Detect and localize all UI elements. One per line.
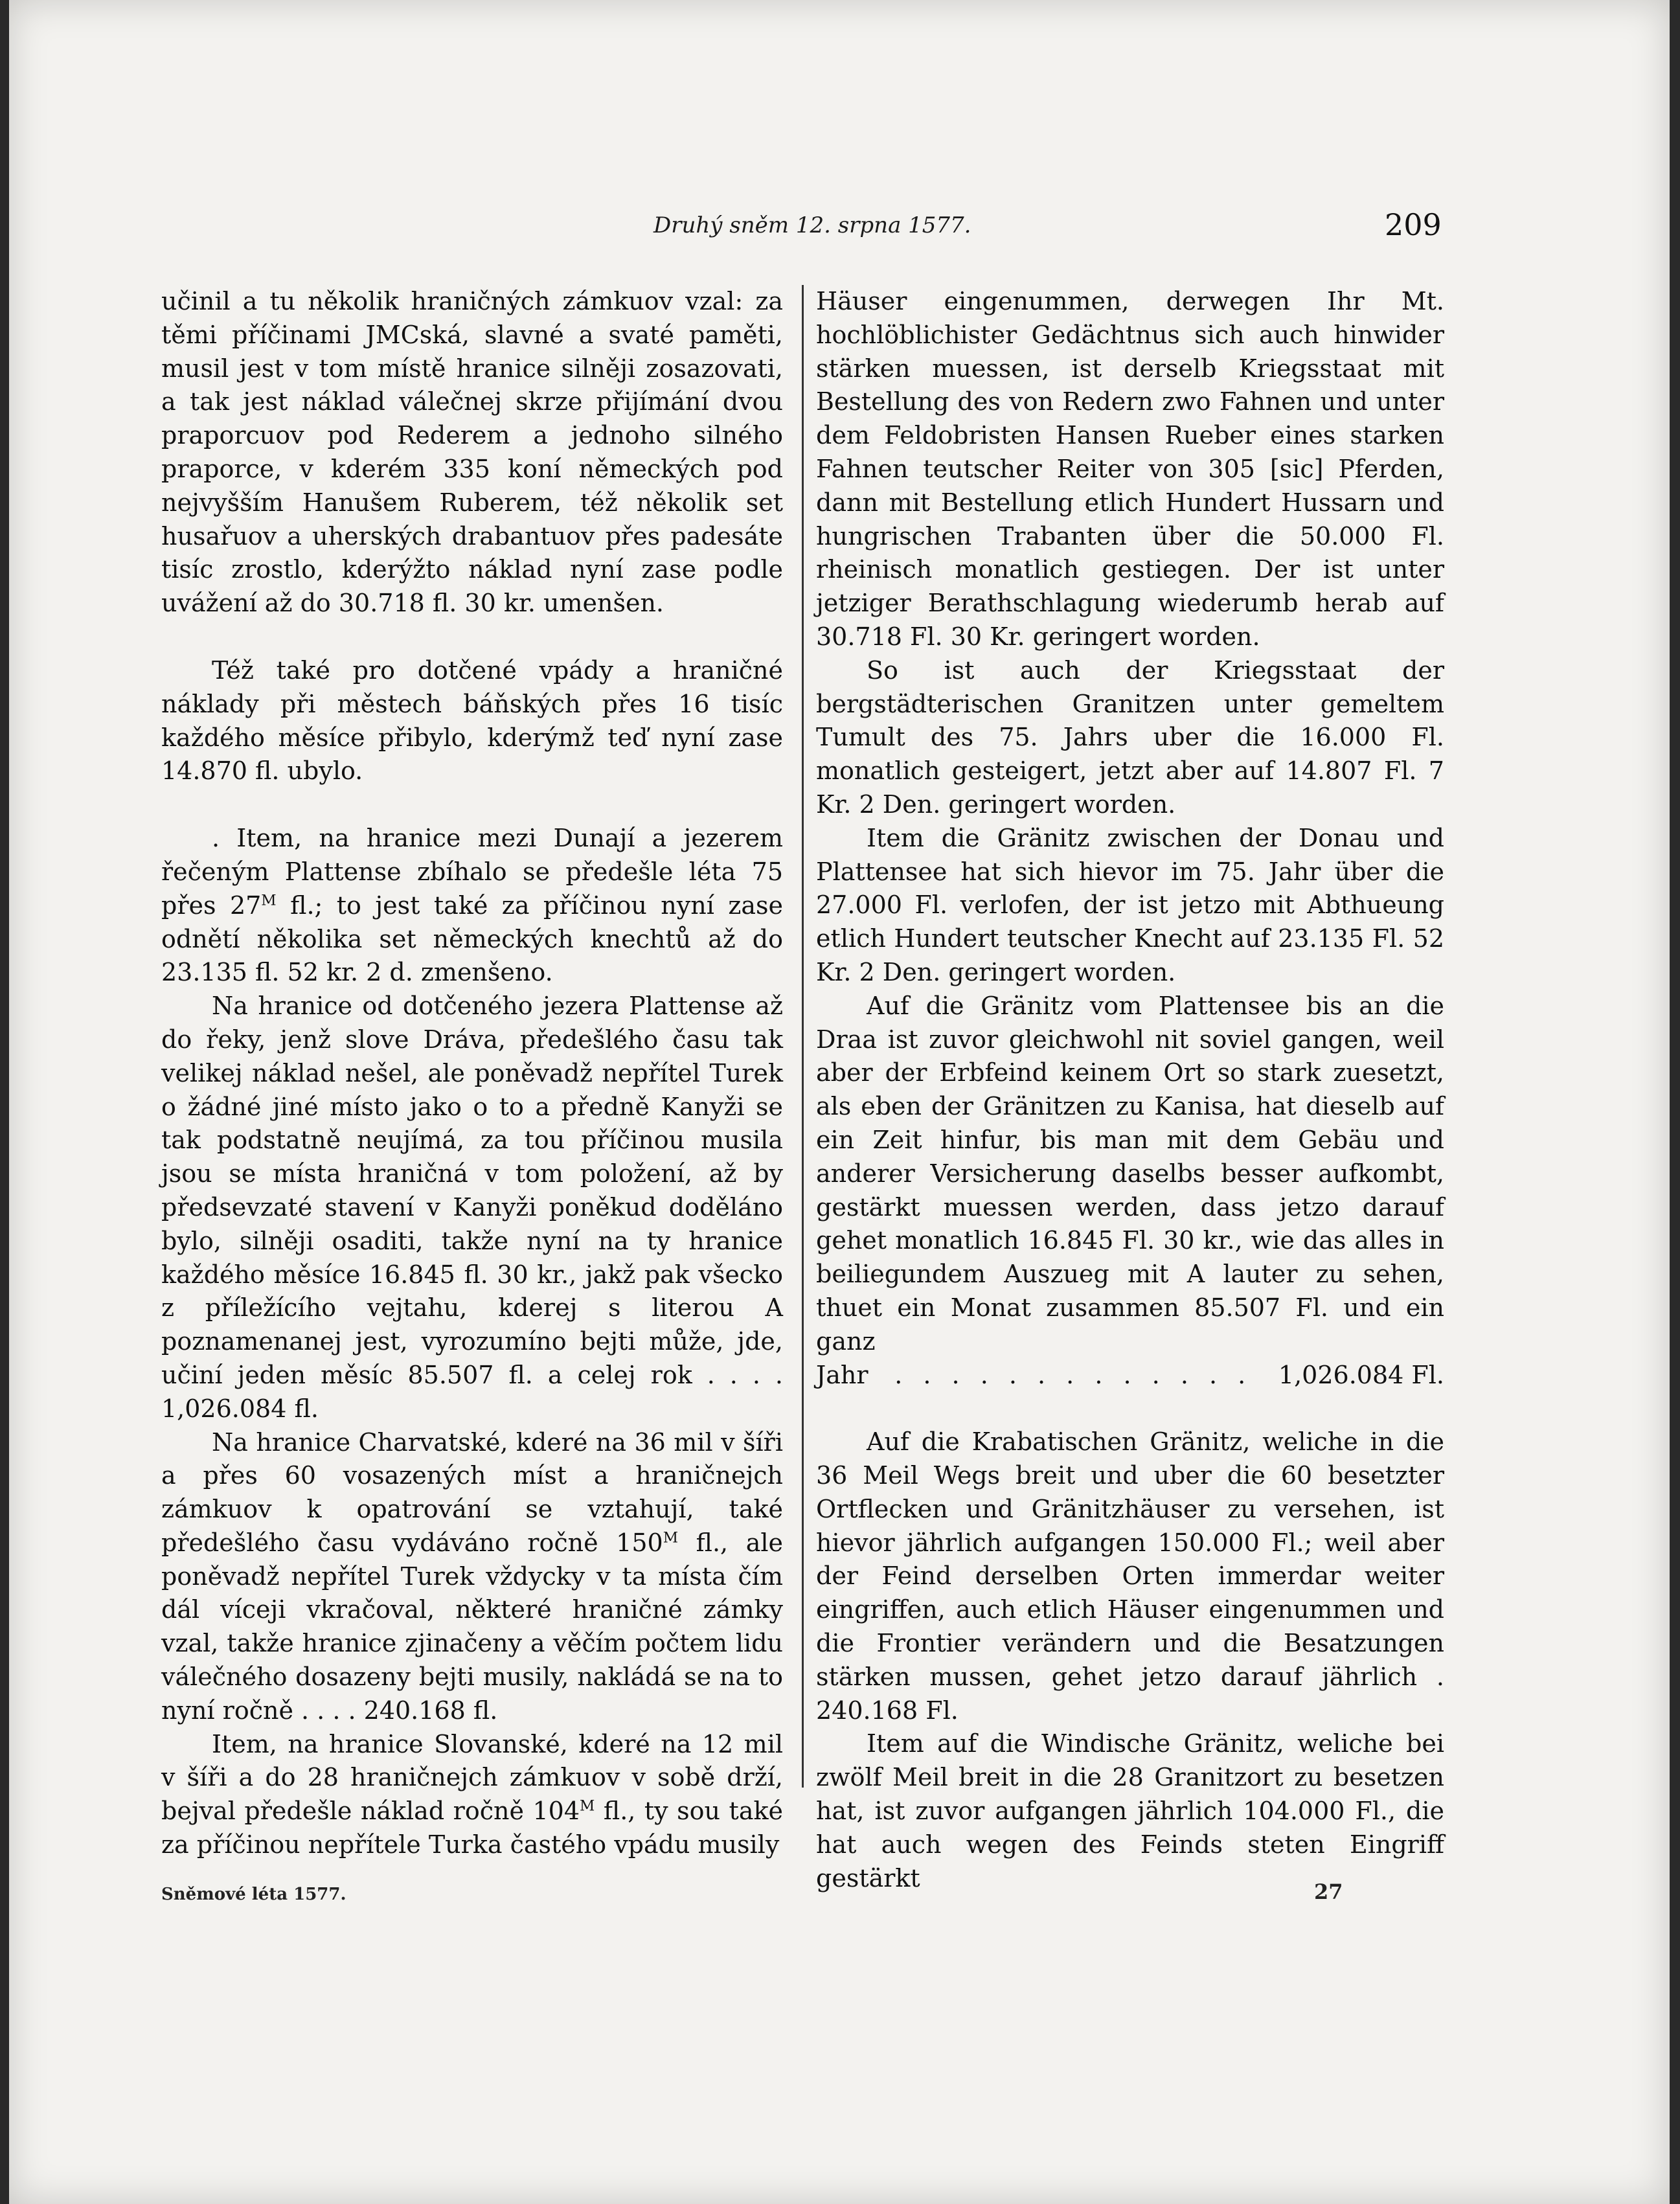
page-footer (9, 1880, 1670, 1918)
paragraph-text: fl.; to jest také za příčinou nyní zase odnětí několika set německých knechtů až do 23.135 fl. 52 kr. 2 d. zmenšeno. (161, 891, 783, 987)
sum-total: 1,026.084 fl. (161, 1394, 319, 1423)
paragraph-text: Auf die Krabatischen Gränitz, weliche in die 36 Meil Wegs breit und uber die 60 besetzter Ortflecken und Gränitzhäuser zu versehen, ist hievor jährlich aufgangen 150.000 Fl.; weil aber der Feind derselben Orten immerdar weiter eingriffen, auch etlich Häuser eingenummen und die Frontier verändern und die Besatzungen stärken mussen, gehet jetzo darauf jährlich (816, 1427, 1444, 1691)
leader-dots: . . . . . . . . . . . . . (894, 1360, 1253, 1389)
paragraph-text: Item, na hranice Slovanské, kderé na 12 mil v šíři a do 28 hraničnejch zámkuov v sobě drží, bejval předešle náklad ročně 104 (161, 1729, 783, 1826)
footer-note: Sněmové léta 1577. (161, 1885, 346, 1904)
document-page (9, 0, 1670, 2204)
paragraph: Häuser eingenummen, derwegen Ihr Mt. hochlöblichister Gedächtnus sich auch hinwider stärken muessen, ist derselb Kriegsstaat mit Bestellung des von Redern zwo Fahnen und unter dem Feldobristen Hansen Rueber eines starken Fahnen teutscher Reiter von 305 [sic] Pferden, dann mit Bestellung etlich Hundert Hussarn und hungrischen Trabanten über die 50.000 Fl. rheinisch monatlich gestiegen. Der ist unter jetziger Berathschlagung wiederumb herab auf 30.718 Fl. 30 Kr. geringert worden. (816, 287, 1444, 651)
superscript: M (261, 892, 277, 909)
paragraph (161, 1728, 783, 1862)
paragraph: Item auf die Windische Gränitz, weliche bei zwölf Meil breit in die 28 Granitzort zu besetzen hat, ist zuvor aufgangen jährlich 104.000 Fl., die hat auch wegen des Feinds steten Eingriff gestärkt (816, 1729, 1444, 1892)
paragraph-text: fl., ty sou také za příčinou nepřítele Turka častého vpádu musily (161, 1797, 783, 1859)
sum-total: 240.168 Fl. (816, 1696, 959, 1725)
column-divider (802, 285, 804, 1788)
paragraph: učinil a tu několik hraničných zámkuov vzal: za těmi příčinami JMCská, slavné a svaté paměti, musil jest v tom místě hranice silněji zosazovati, a tak jest náklad válečnej skrze přijímání dvou praporcuov pod Rederem a jednoho silného praporce, v kderém 335 koní německých pod nejvyšším Hanušem Ruberem, též několik set husařuov a uherských drabantuov přes padesáte tisíc zrostlo, kderýžto náklad nyní zase podle uvážení až do 30.718 fl. 30 kr. umenšen. (161, 287, 783, 618)
paragraph-text: Na hranice Charvatské, kderé na 36 mil v šíři a přes 60 vosazených míst a hraničnejch zámkuov k opatrování se vztahují, také předešlého času vydáváno ročně 150 (161, 1427, 783, 1557)
paragraph-text: . Item, na hranice mezi Dunají a jezerem řečeným Plattense zbíhalo se předešle léta 75 přes 27 (161, 824, 783, 920)
german-column (816, 285, 1444, 1892)
superscript: M (580, 1797, 595, 1815)
paragraph: Item die Gränitz zwischen der Donau und Plattensee hat sich hievor im 75. Jahr über die 27.000 Fl. verlofen, der ist jetzo mit Abthueung etlich Hundert teutscher Knecht auf 23.135 Fl. 52 Kr. 2 Den. geringert worden. (816, 823, 1444, 986)
running-title: Druhý sněm 12. srpna 1577. (653, 212, 971, 238)
signature-mark: 27 (1314, 1880, 1343, 1904)
page-number: 209 (1385, 207, 1442, 242)
paragraph-text: fl., ale poněvadž nepřítel Turek vždycky v ta místa čím dál víceji vkračoval, některé hraničné zámky vzal, takže hranice zjinačeny a věčím počtem lidu válečného dosazeny bejti musily, nakládá se na to nyní ročně (161, 1528, 783, 1725)
sum-total: 1,026.084 Fl. (1278, 1360, 1444, 1389)
paragraph: Na hranice Charvatské, kderé na 36 mil v šíři a přes 60 vosazených míst a hraničnejch zámkuov k opatrování se vztahují, také předešlého času vydáváno ročně $150^M$ fl., ale poněvadž nepřítel Turek vždycky v ta místa čím dál víceji vkračoval, některé hraničné zámky vzal, takže hranice zjinačeny a věčím počtem lidu válečného dosazeny bejti musily, nakládá se na to nyní ročně . . . . 240.168 fl. (161, 1427, 783, 1725)
paragraph: So ist auch der Kriegsstaat der bergstädterischen Granitzen unter gemeltem Tumult des 75. Jahrs uber die 16.000 Fl. monatlich gesteigert, jetzt aber auf 14.807 Fl. 7 Kr. 2 Den. geringert worden. (816, 655, 1444, 819)
paragraph: Auf die Gränitz vom Plattensee bis an die Draa ist zuvor gleichwohl nit soviel gangen, weil aber der Erbfeind keinem Ort so stark zuesetzt, als eben der Gränitzen zu Kanisa, hat dieselb auf ein Zeit hinfur, bis man mit dem Gebäu und anderer Versicherung daselbs besser aufkombt, gestärkt muessen werden, dass jetzo darauf gehet monatlich 16.845 Fl. 30 kr., wie das alles in beiliegundem Auszueg mit A lauter zu sehen, thuet ein Monat zusammen 85.507 Fl. und ein ganz (816, 991, 1444, 1356)
sum-total: 240.168 fl. (363, 1696, 498, 1725)
total-line (816, 1359, 1444, 1392)
total-label: Jahr (816, 1360, 868, 1389)
paragraph (161, 822, 783, 990)
paragraph: Auf die Krabatischen Gränitz, weliche in die 36 Meil Wegs breit und uber die 60 besetzter Ortflecken und Gränitzhäuser zu versehen, ist hievor jährlich aufgangen 150.000 Fl.; weil aber der Feind derselben Orten immerdar weiter eingriffen, auch etlich Häuser eingenummen und die Frontier verändern und die Besatzungen stärken mussen, gehet jetzo darauf jährlich . 240.168 Fl. (816, 1427, 1444, 1725)
paragraph: Též také pro dotčené vpády a hraničné náklady při městech báňských přes 16 tisíc každého měsíce přibylo, kderýmž teď nyní zase 14.870 fl. ubylo. (161, 655, 783, 786)
czech-column (161, 285, 783, 1859)
paragraph-text: Na hranice od dotčeného jezera Plattense až do řeky, jenž slove Dráva, předešlého času tak velikej náklad nešel, ale poněvadž nepřítel Turek o žádné jiné místo jako o to a předně Kanyži se tak podstatně neujímá, za tou příčinou musila jsou se místa hraničná v tom položení, až by předsevzaté stavení v Kanyži poněkud doděláno bylo, silněji osaditi, takže nyní na ty hranice každého měsíce 16.845 fl. 30 kr., jakž pak všecko z příležícího vejtahu, kderej s literou A poznamenanej jest, vyrozumíno bejti může, jde, učiní jeden měsíc 85.507 fl. a celej rok (161, 992, 783, 1389)
page-header (9, 207, 1670, 259)
paragraph: Na hranice od dotčeného jezera Plattense až do řeky, jenž slove Dráva, předešlého času tak velikej náklad nešel, ale poněvadž nepřítel Turek o žádné jiné místo jako o to a předně Kanyži se tak podstatně neujímá, za tou příčinou musila jsou se místa hraničná v tom položení, až by předsevzaté stavení v Kanyži poněkud doděláno bylo, silněji osaditi, takže nyní na ty hranice každého měsíce 16.845 fl. 30 kr., jakž pak všecko z příležícího vejtahu, kderej s literou A poznamenanej jest, vyrozumíno bejti může, jde, učiní jeden měsíc 85.507 fl. a celej rok . . . . 1,026.084 fl. (161, 992, 783, 1423)
superscript: M (663, 1529, 679, 1547)
